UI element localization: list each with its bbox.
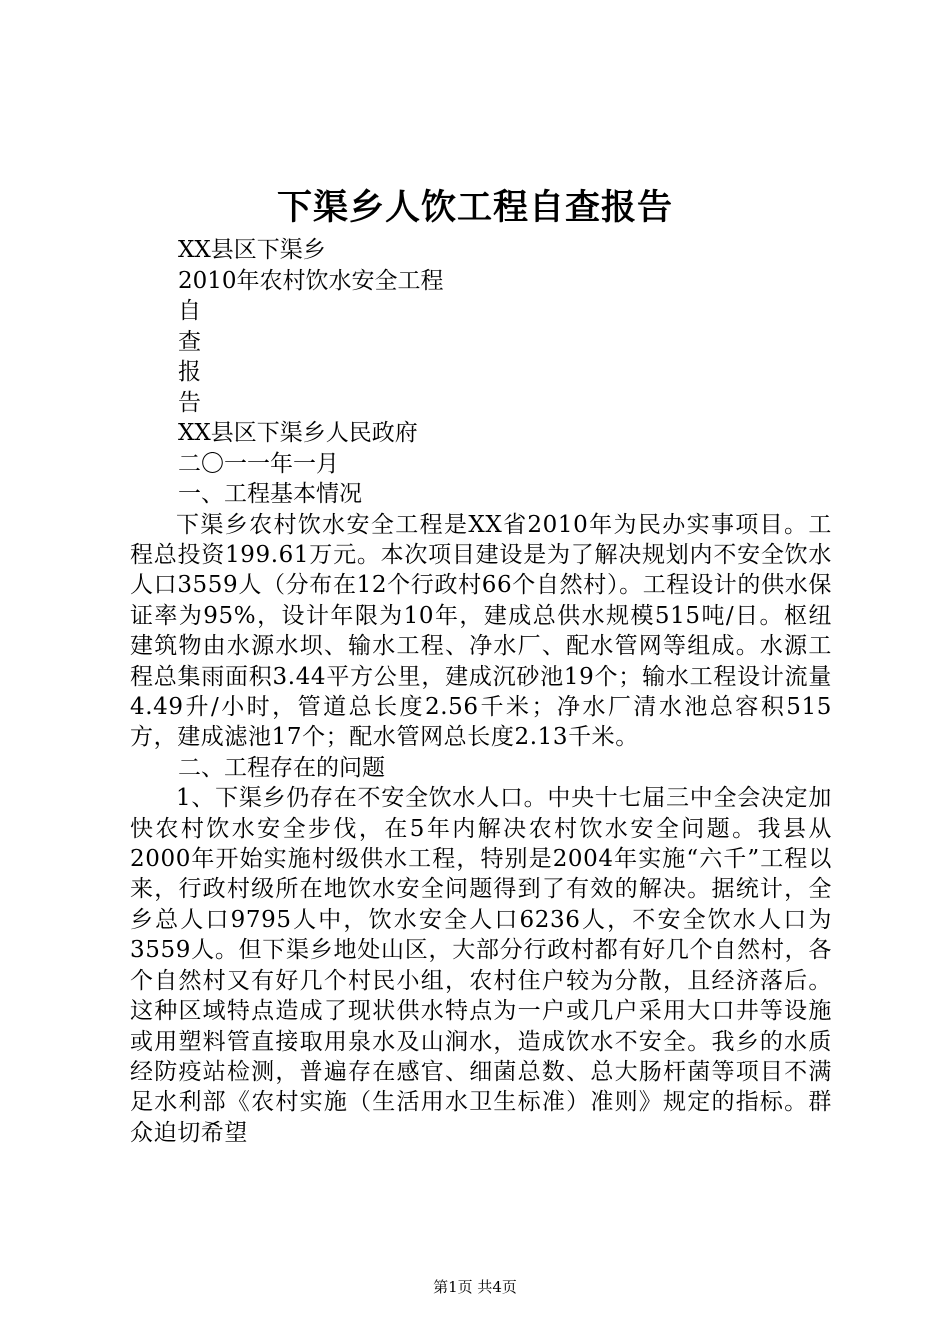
page-footer: 第1页 共4页	[433, 1278, 517, 1296]
section-2-heading: 二、工程存在的问题	[178, 754, 385, 781]
cover-line-char-1: 自	[178, 298, 201, 324]
document-body	[130, 235, 832, 1148]
cover-line-date: 二〇一一年一月	[178, 450, 339, 477]
section-1-paragraph: 下渠乡农村饮水安全工程是XX省2010年为民办实事项目。工程总投资199.61万元。本次项目建设是为了解决规划内不安全饮水人口3559人（分布在12个行政村66个自然村）。工程设计的供水保证率为95%，设计年限为10年，建成总供水规模515吨/日。枢纽建筑物由水源水坝、输水工程、净水厂、配水管网等组成。水源工程总集雨面积3.44平方公里，建成沉砂池19个；输水工程设计流量4.49升/小时，管道总长度2.56千米；净水厂清水池总容积515方，建成滤池17个；配水管网总长度2.13千米。	[130, 511, 832, 751]
cover-line-char-2: 查	[178, 328, 201, 355]
cover-line-char-3: 报	[178, 359, 201, 385]
document-title: 下渠乡人饮工程自查报告	[276, 188, 673, 228]
section-1-heading: 一、工程基本情况	[178, 481, 362, 507]
cover-line-government: XX县区下渠乡人民政府	[178, 420, 418, 446]
section-2-paragraph: 1、下渠乡仍存在不安全饮水人口。中央十七届三中全会决定加快农村饮水安全步伐，在5年内解决农村饮水安全问题。我县从2000年开始实施村级供水工程，特别是2004年实施“六千”工程以来，行政村级所在地饮水安全问题得到了有效的解决。据统计，全乡总人口9795人中，饮水安全人口6236人，不安全饮水人口为3559人。但下渠乡地处山区，大部分行政村都有好几个自然村，各个自然村又有好几个村民小组，农村住户较为分散，且经济落后。这种区域特点造成了现状供水特点为一户或几户采用大口井等设施或用塑料管直接取用泉水及山涧水，造成饮水不安全。我乡的水质经防疫站检测，普遍存在感官、细菌总数、总大肠杆菌等项目不满足水利部《农村实施（生活用水卫生标准）准则》规定的指标。群众迫切希望	[130, 785, 832, 1146]
cover-line-project: 2010年农村饮水安全工程	[178, 267, 444, 294]
cover-line-char-4: 告	[178, 389, 201, 416]
cover-line-county: XX县区下渠乡	[178, 237, 326, 263]
